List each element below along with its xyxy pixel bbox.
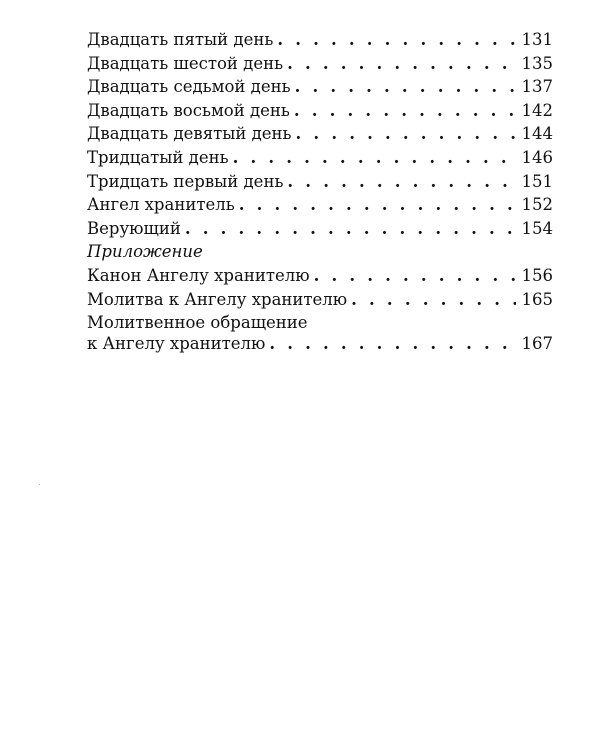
dot-leader	[269, 333, 515, 354]
toc-entry-title-line2-row	[87, 333, 553, 354]
toc-entry-title: Двадцать шестой день	[87, 53, 284, 73]
dot-leader	[277, 28, 515, 52]
toc-entry-page: 154	[521, 218, 553, 238]
toc-entry-27[interactable]	[87, 75, 553, 99]
appendix-heading: Приложение	[87, 242, 203, 262]
dot-leader	[296, 122, 516, 146]
toc-entry-title-line1: Молитвенное обращение	[87, 313, 308, 333]
toc-entry-title: Двадцать восьмой день	[87, 100, 290, 120]
toc-entry-page: 152	[521, 195, 553, 215]
dot-leader	[287, 52, 515, 76]
toc-entry-page: 156	[521, 265, 553, 285]
toc-entry-title: Молитва к Ангелу хранителю	[87, 289, 348, 309]
dot-leader	[295, 75, 516, 99]
toc-entry-prayer-appeal[interactable]	[87, 313, 553, 354]
toc-entry-25[interactable]	[87, 28, 553, 52]
toc-entry-page: 146	[521, 147, 553, 167]
toc-entry-page: 142	[521, 100, 553, 120]
toc-entry-title: Двадцать девятый день	[87, 124, 292, 144]
toc-entry-page: 144	[521, 124, 553, 144]
toc-entry-28[interactable]	[87, 99, 553, 123]
toc-entry-title: Ангел хранитель	[87, 195, 235, 215]
dot-leader	[314, 264, 516, 288]
scan-speck	[39, 484, 40, 485]
dot-leader	[185, 217, 516, 241]
toc-entry-title: Двадцать седьмой день	[87, 77, 291, 97]
dot-leader	[233, 146, 516, 170]
toc-entry-page: 131	[521, 30, 553, 49]
toc-entry-canon[interactable]	[87, 264, 553, 288]
toc-entry-title: Двадцать пятый день	[87, 30, 274, 49]
toc-entry-title-line2: к Ангелу хранителю	[87, 334, 266, 354]
toc-entry-26[interactable]	[87, 52, 553, 76]
toc-entry-31[interactable]	[87, 170, 553, 194]
dot-leader	[351, 288, 515, 312]
toc-entry-page: 151	[521, 171, 553, 191]
dot-leader	[239, 193, 516, 217]
dot-leader	[287, 170, 515, 194]
toc-entry-page: 137	[521, 77, 553, 97]
toc-entry-page: 165	[521, 289, 553, 309]
toc-entry-page: 167	[521, 334, 553, 354]
toc-entry-title: Канон Ангелу хранителю	[87, 265, 310, 285]
toc-entry-believer[interactable]	[87, 217, 553, 241]
toc-entry-title: Тридцать первый день	[87, 171, 284, 191]
toc-entry-prayer[interactable]	[87, 288, 553, 312]
toc-entry-29[interactable]	[87, 122, 553, 146]
toc-entry-title: Верующий	[87, 218, 181, 238]
toc-entry-title: Тридцатый день	[87, 147, 229, 167]
dot-leader	[294, 99, 516, 123]
table-of-contents	[87, 28, 553, 354]
toc-entry-guardian-angel[interactable]	[87, 193, 553, 217]
toc-entry-30[interactable]	[87, 146, 553, 170]
toc-entry-page: 135	[521, 53, 553, 73]
